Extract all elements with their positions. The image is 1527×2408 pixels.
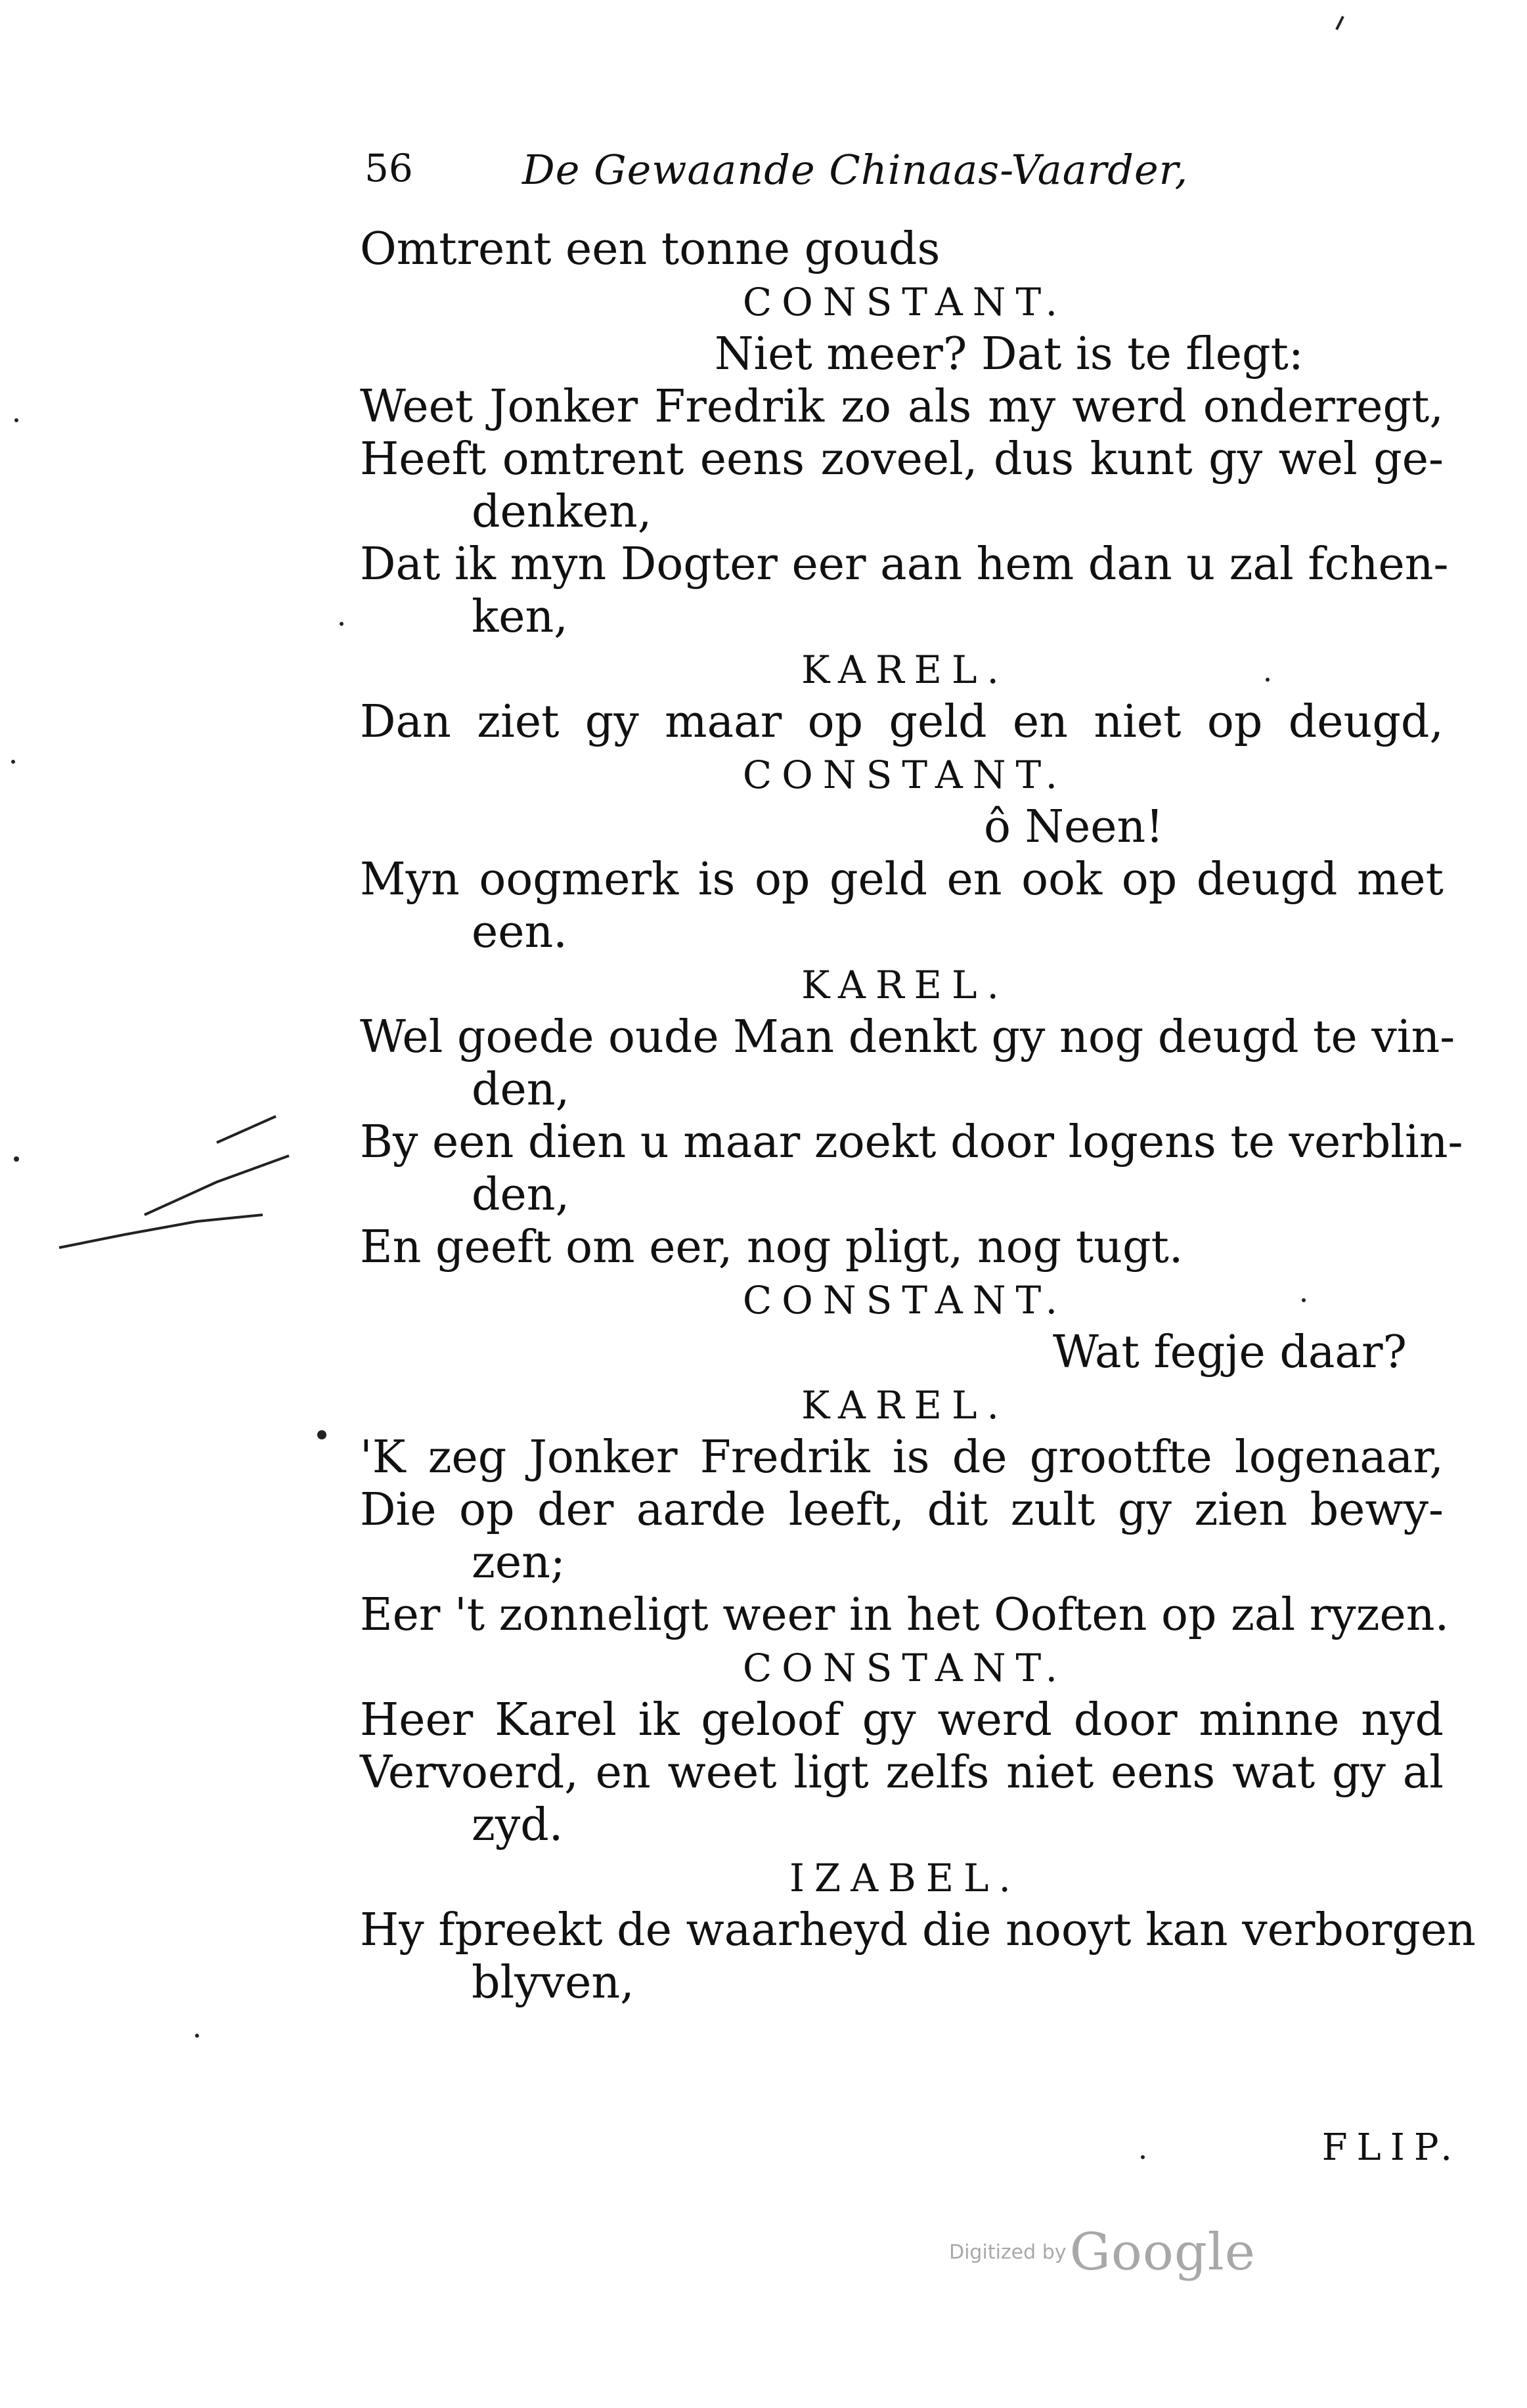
catchword: FLIP. [1321,2126,1461,2169]
verse-line: Heeft omtrent eens zoveel, dus kunt gy wel ge- [360,433,1444,485]
speaker-name: CONSTANT. [742,1278,1068,1323]
speaker-name: KAREL. [801,647,1009,692]
verse-line: Omtrent een tonne gouds [360,223,941,275]
speaker-name: KAREL. [801,963,1009,1007]
verse-line: By een dien u maar zoekt door logens te verblin- [360,1116,1463,1168]
verse-line-continuation: ken, [472,591,568,643]
google-logo: Google [1069,2223,1256,2282]
speaker-name: IZABEL. [789,1856,1021,1900]
verse-line-continuation: den, [472,1064,570,1116]
verse-line: Dat ik myn Dogter eer aan hem dan u zal fchen- [360,538,1449,590]
running-title: De Gewaande Chinaas-Vaarder, [522,146,1189,194]
verse-line: Wat fegje daar? [1053,1326,1407,1378]
speaker-name: CONSTANT. [742,753,1068,797]
verse-line: Die op der aarde leeft, dit zult gy zien bewy- [360,1484,1444,1536]
verse-line: Heer Karel ik geloof gy werd door minne nyd [360,1694,1444,1746]
verse-line: ô Neen! [984,801,1164,853]
speaker-name: CONSTANT. [742,1646,1068,1690]
digitized-by-text: Digitized by [949,2241,1067,2264]
verse-line-continuation: zen; [472,1537,565,1588]
verse-line: Eer 't zonneligt weer in het Ooften op zal ryzen. [360,1589,1450,1641]
verse-line-continuation: zyd. [472,1799,564,1851]
verse-line: Dan ziet gy maar op geld en niet op deugd, [360,696,1444,748]
verse-line: Myn oogmerk is op geld en ook op deugd met [360,854,1444,906]
verse-line: Hy fpreekt de waarheyd die nooyt kan verborgen [360,1904,1476,1956]
verse-line: Weet Jonker Fredrik zo als my werd onderregt, [360,381,1444,433]
verse-line-continuation: denken, [472,486,652,538]
verse-line: Vervoerd, en weet ligt zelfs niet eens wat gy al [360,1747,1444,1799]
verse-line: Wel goede oude Man denkt gy nog deugd te vin- [360,1011,1455,1063]
verse-line-continuation: blyven, [472,1957,634,2009]
verse-line-continuation: een. [472,906,567,958]
verse-line-continuation: den, [472,1169,570,1221]
page-number: 56 [365,146,413,190]
speaker-name: CONSTANT. [742,280,1068,324]
verse-line: 'K zeg Jonker Fredrik is de grootfte logenaar, [360,1432,1444,1483]
verse-line: En geeft om eer, nog pligt, nog tugt. [360,1221,1184,1273]
speaker-name: KAREL. [801,1383,1009,1428]
verse-line: Niet meer? Dat is te flegt: [715,328,1304,380]
